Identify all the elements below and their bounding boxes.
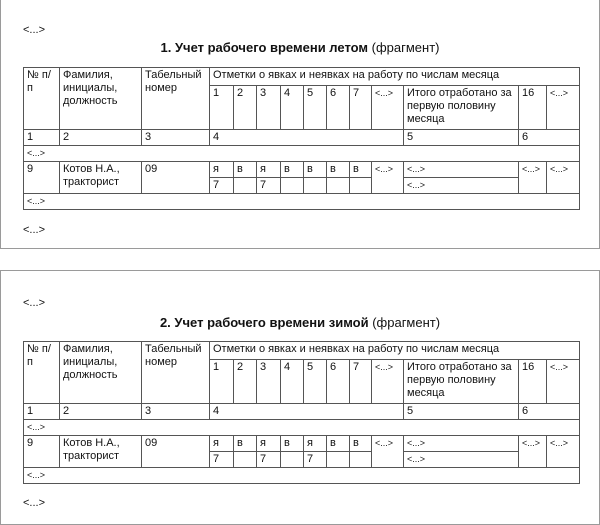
col-number: 5 [404, 404, 519, 420]
data-ellipsis: <...> [519, 436, 547, 468]
header-tab: Табельный номер [142, 68, 210, 130]
header-marks: Отметки о явках и неявках на работу по числам месяца [210, 342, 580, 360]
section-title [1, 40, 599, 55]
header-num: № п/п [24, 68, 60, 130]
row-name: Котов Н.А., тракторист [60, 162, 142, 194]
header-num: № п/п [24, 342, 60, 404]
row-tab: 09 [142, 162, 210, 194]
ellipsis-row: <...> [24, 194, 580, 210]
hours-worked [234, 178, 257, 194]
header-day: 5 [304, 360, 327, 404]
col-number: 1 [24, 130, 60, 146]
header-day: 2 [234, 360, 257, 404]
header-total: Итого отработано за первую половину месяца [404, 86, 519, 130]
hours-worked [350, 452, 372, 468]
header-day-16: 16 [519, 360, 547, 404]
row-tab: 09 [142, 436, 210, 468]
hours-worked [327, 452, 350, 468]
ellipsis-top: <...> [23, 24, 46, 36]
header-day: 2 [234, 86, 257, 130]
attendance-mark: я [257, 436, 281, 452]
header-day: 6 [327, 86, 350, 130]
section-title [1, 315, 599, 330]
ellipsis-bottom: <...> [23, 224, 46, 236]
data-ellipsis: <...> [372, 436, 404, 468]
attendance-mark: в [327, 436, 350, 452]
header-day: 3 [257, 360, 281, 404]
header-name: Фамилия, инициалы, должность [60, 68, 142, 130]
attendance-mark: в [281, 162, 304, 178]
total-ellipsis: <...> [404, 436, 519, 452]
header-total: Итого отработано за первую половину месяца [404, 360, 519, 404]
header-ellipsis: <...> [547, 86, 580, 130]
total-ellipsis: <...> [404, 162, 519, 178]
timesheet-winter-panel [0, 270, 600, 525]
total-ellipsis: <...> [404, 178, 519, 194]
attendance-mark: в [234, 436, 257, 452]
row-name: Котов Н.А., тракторист [60, 436, 142, 468]
section-title-bold: 1. Учет рабочего времени летом [160, 40, 369, 55]
timesheet-table [23, 341, 580, 484]
attendance-mark: в [281, 436, 304, 452]
total-ellipsis: <...> [404, 452, 519, 468]
hours-worked: 7 [257, 178, 281, 194]
header-day: 3 [257, 86, 281, 130]
header-day: 6 [327, 360, 350, 404]
header-day: 7 [350, 360, 372, 404]
data-ellipsis: <...> [547, 162, 580, 194]
attendance-mark: я [304, 436, 327, 452]
col-number: 5 [404, 130, 519, 146]
attendance-mark: я [210, 162, 234, 178]
attendance-mark: в [350, 436, 372, 452]
header-day-16: 16 [519, 86, 547, 130]
col-number: 6 [519, 130, 580, 146]
row-num: 9 [24, 436, 60, 468]
col-number: 4 [210, 404, 404, 420]
attendance-mark: в [304, 162, 327, 178]
attendance-mark: в [234, 162, 257, 178]
hours-worked: 7 [210, 452, 234, 468]
header-day: 4 [281, 86, 304, 130]
data-ellipsis: <...> [547, 436, 580, 468]
timesheet-summer-panel [0, 0, 600, 249]
hours-worked [304, 178, 327, 194]
hours-worked: 7 [210, 178, 234, 194]
ellipsis-top: <...> [23, 297, 46, 309]
section-title-bold: 2. Учет рабочего времени зимой [159, 315, 369, 330]
hours-worked: 7 [304, 452, 327, 468]
header-marks: Отметки о явках и неявках на работу по числам месяца [210, 68, 580, 86]
section-title-rest: (фрагмент) [368, 315, 441, 330]
attendance-mark: я [210, 436, 234, 452]
ellipsis-row: <...> [24, 468, 580, 484]
attendance-mark: в [327, 162, 350, 178]
header-ellipsis: <...> [372, 86, 404, 130]
header-name: Фамилия, инициалы, должность [60, 342, 142, 404]
header-day: 1 [210, 360, 234, 404]
col-number: 3 [142, 130, 210, 146]
hours-worked [234, 452, 257, 468]
ellipsis-row: <...> [24, 146, 580, 162]
header-tab: Табельный номер [142, 342, 210, 404]
header-day: 4 [281, 360, 304, 404]
ellipsis-bottom: <...> [23, 497, 46, 509]
col-number: 4 [210, 130, 404, 146]
col-number: 2 [60, 130, 142, 146]
section-title-rest: (фрагмент) [368, 40, 440, 55]
hours-worked [281, 452, 304, 468]
header-ellipsis: <...> [372, 360, 404, 404]
col-number: 1 [24, 404, 60, 420]
data-ellipsis: <...> [372, 162, 404, 194]
header-day: 7 [350, 86, 372, 130]
col-number: 2 [60, 404, 142, 420]
col-number: 3 [142, 404, 210, 420]
attendance-mark: в [350, 162, 372, 178]
hours-worked [327, 178, 350, 194]
col-number: 6 [519, 404, 580, 420]
header-day: 5 [304, 86, 327, 130]
header-day: 1 [210, 86, 234, 130]
header-ellipsis: <...> [547, 360, 580, 404]
hours-worked [350, 178, 372, 194]
ellipsis-row: <...> [24, 420, 580, 436]
hours-worked: 7 [257, 452, 281, 468]
timesheet-table [23, 67, 580, 210]
hours-worked [281, 178, 304, 194]
data-ellipsis: <...> [519, 162, 547, 194]
row-num: 9 [24, 162, 60, 194]
attendance-mark: я [257, 162, 281, 178]
